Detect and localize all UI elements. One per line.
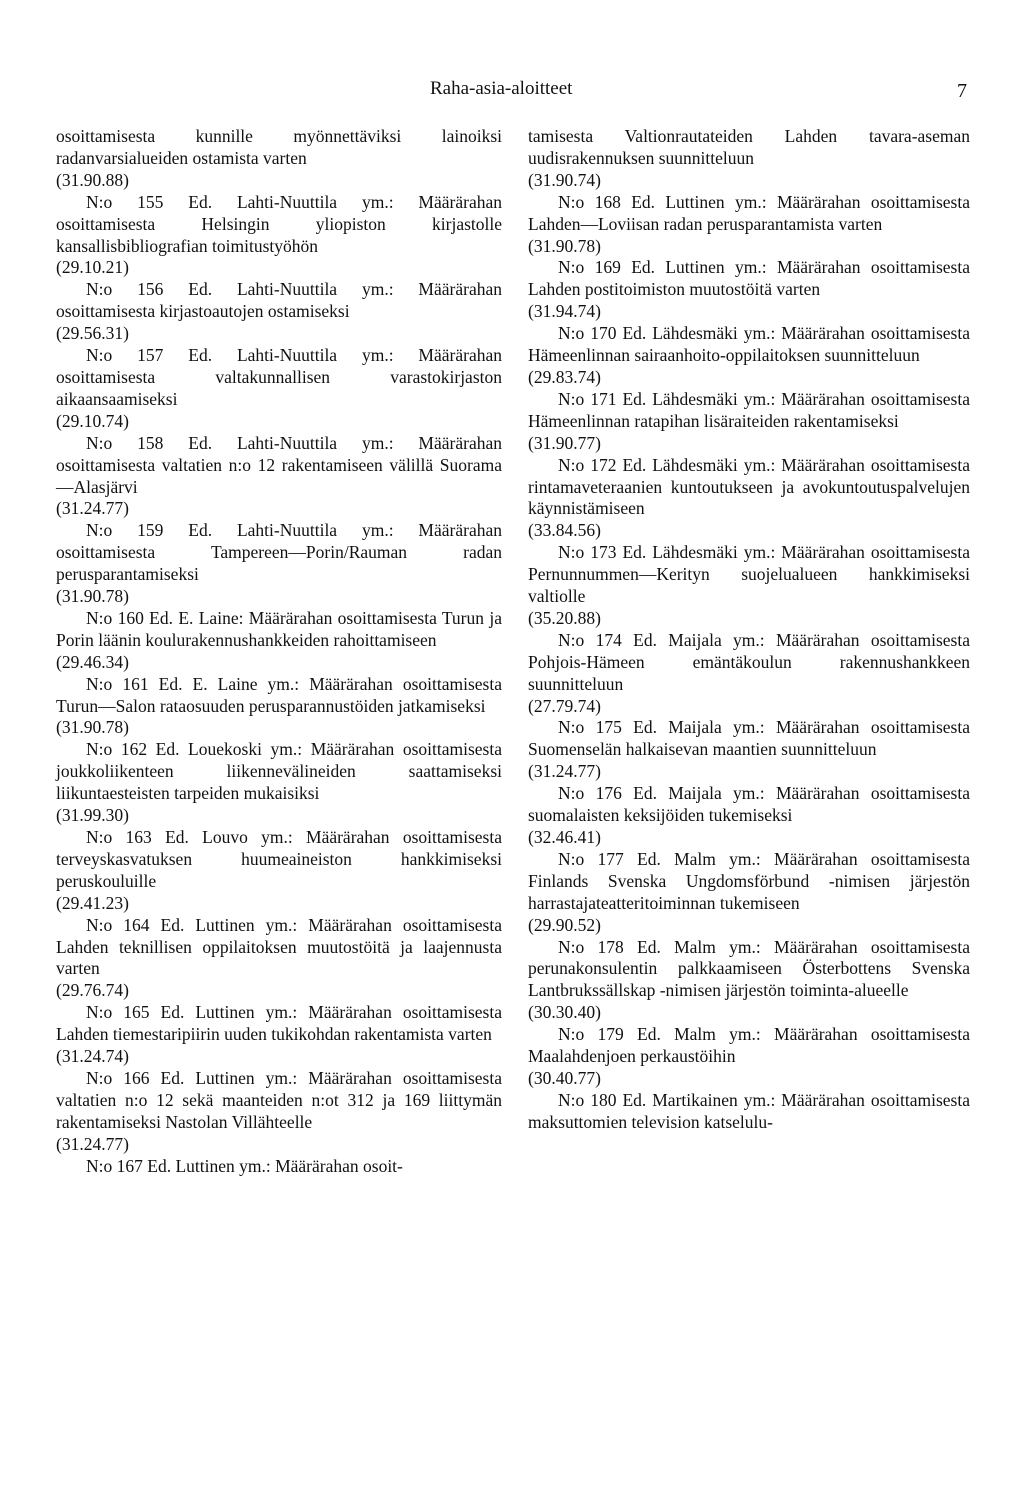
budget-code: (29.41.23) xyxy=(56,892,129,913)
budget-code: (31.24.77) xyxy=(528,761,601,782)
budget-code: (29.76.74) xyxy=(56,980,129,1001)
budget-code: (31.94.74) xyxy=(528,301,601,322)
motion-entry: N:o 180 Ed. Martikainen ym.: Määrärahan osoittamisesta maksuttomien television katselulu- xyxy=(528,1089,970,1132)
budget-code: (29.46.34) xyxy=(56,651,129,672)
budget-code: (32.46.41) xyxy=(528,827,601,847)
motion-entry: N:o 155 Ed. Lahti-Nuuttila ym.: Määrärahan osoittamisesta Helsingin yliopiston kirjastolle kansallisbibliografian toimitustyöhön xyxy=(56,191,502,256)
motion-entry: N:o 165 Ed. Luttinen ym.: Määrärahan osoittamisesta Lahden tiemestaripiirin uuden tukikohdan rakentamista varten xyxy=(56,1002,502,1045)
running-title: Raha-asia-aloitteet xyxy=(430,78,573,99)
right-column xyxy=(528,126,970,1134)
budget-code: (31.90.78) xyxy=(56,586,129,607)
motion-entry: N:o 162 Ed. Louekoski ym.: Määrärahan osoittamisesta joukkoliikenteen liikennevälineiden saattamiseksi liikuntaesteisten tarpeiden mukaisiksi xyxy=(56,739,502,804)
motion-entry: N:o 172 Ed. Lähdesmäki ym.: Määrärahan osoittamisesta rintamaveteraanien kuntoutukseen ja avokuntoutuspalvelujen käynnistämiseen xyxy=(528,454,970,519)
motion-entry: N:o 163 Ed. Louvo ym.: Määrärahan osoittamisesta terveyskasvatuksen huumeaineiston hankkimiseksi peruskouluille xyxy=(56,827,502,891)
continued-text: osoittamisesta kunnille myönnettäviksi lainoiksi radanvarsialueiden ostamista varten xyxy=(56,126,502,168)
budget-code: (29.90.52) xyxy=(528,914,601,935)
budget-code: (30.40.77) xyxy=(528,1067,601,1088)
running-header xyxy=(0,78,1024,108)
budget-code: (29.10.21) xyxy=(56,257,129,278)
motion-entry: N:o 166 Ed. Luttinen ym.: Määrärahan osoittamisesta valtatien n:o 12 sekä maanteiden n:ot 312 ja 169 liittymän rakentamiseksi Nastolan Villähteelle xyxy=(56,1067,502,1132)
budget-code: (31.24.74) xyxy=(56,1046,129,1067)
budget-code: (31.90.77) xyxy=(528,432,601,453)
motion-entry: N:o 177 Ed. Malm ym.: Määrärahan osoittamisesta Finlands Svenska Ungdomsförbund -nimisen järjestön harrastajateatteritoiminnan tukemiseen xyxy=(528,848,970,913)
motion-entry: N:o 176 Ed. Maijala ym.: Määrärahan osoittamisesta suomalaisten keksijöiden tukemiseksi xyxy=(528,783,970,826)
budget-code: (35.20.88) xyxy=(528,607,601,628)
motion-entry: N:o 160 Ed. E. Laine: Määrärahan osoittamisesta Turun ja Porin läänin koulurakennushankkeiden rahoittamiseen xyxy=(56,607,502,650)
motion-entry: N:o 179 Ed. Malm ym.: Määrärahan osoittamisesta Maalahdenjoen perkaustöihin xyxy=(528,1024,970,1067)
motion-entry: N:o 169 Ed. Luttinen ym.: Määrärahan osoittamisesta Lahden postitoimiston muutostöitä varten xyxy=(528,257,970,300)
budget-code: (29.10.74) xyxy=(56,410,129,431)
motion-entry: N:o 167 Ed. Luttinen ym.: Määrärahan osoit- xyxy=(86,1155,403,1176)
motion-entry: N:o 158 Ed. Lahti-Nuuttila ym.: Määrärahan osoittamisesta valtatien n:o 12 rakentamiseen välillä Suorama—Alasjärvi xyxy=(56,432,502,497)
budget-code: (31.24.77) xyxy=(56,1133,129,1154)
budget-code: (31.90.78) xyxy=(56,717,129,738)
motion-entry: N:o 156 Ed. Lahti-Nuuttila ym.: Määrärahan osoittamisesta kirjastoautojen ostamiseksi xyxy=(56,279,502,322)
budget-code: (30.30.40) xyxy=(528,1002,601,1023)
page-number: 7 xyxy=(957,80,967,102)
budget-code: (31.90.88) xyxy=(56,169,129,190)
motion-entry: N:o 173 Ed. Lähdesmäki ym.: Määrärahan osoittamisesta Pernunnummen—Kerityn suojelualueen hankkimiseksi valtiolle xyxy=(528,542,970,607)
motion-entry: N:o 171 Ed. Lähdesmäki ym.: Määrärahan osoittamisesta Hämeenlinnan ratapihan lisäraiteiden rakentamiseksi xyxy=(528,388,970,431)
motion-entry: N:o 159 Ed. Lahti-Nuuttila ym.: Määrärahan osoittamisesta Tampereen—Porin/Rauman radan perusparantamiseksi xyxy=(56,520,502,585)
budget-code: (31.99.30) xyxy=(56,805,129,826)
motion-entry: N:o 170 Ed. Lähdesmäki ym.: Määrärahan osoittamisesta Hämeenlinnan sairaanhoito-oppilaitoksen suunnitteluun xyxy=(528,323,970,366)
motion-entry: N:o 175 Ed. Maijala ym.: Määrärahan osoittamisesta Suomenselän halkaisevan maantien suunnitteluun xyxy=(528,717,970,760)
motion-entry: N:o 174 Ed. Maijala ym.: Määrärahan osoittamisesta Pohjois-Hämeen emäntäkoulun rakennushankkeen suunnitteluun xyxy=(528,629,970,694)
motion-entry: N:o 161 Ed. E. Laine ym.: Määrärahan osoittamisesta Turun—Salon rataosuuden perusparannustöiden jatkamiseksi xyxy=(56,673,502,716)
budget-code: (31.90.78) xyxy=(528,235,601,256)
budget-code: (31.90.74) xyxy=(528,169,601,190)
motion-entry: N:o 157 Ed. Lahti-Nuuttila ym.: Määrärahan osoittamisesta valtakunnallisen varastokirjaston aikaansaamiseksi xyxy=(56,345,502,409)
motion-entry: N:o 178 Ed. Malm ym.: Määrärahan osoittamisesta perunakonsulentin palkkaamiseen Österbottens Svenska Lantbrukssällskap -nimisen järjestön toiminta-alueelle xyxy=(528,936,970,1001)
budget-code: (29.56.31) xyxy=(56,323,129,344)
continued-text: tamisesta Valtionrautateiden Lahden tavara-aseman uudisrakennuksen suunnitteluun xyxy=(528,126,970,168)
budget-code: (27.79.74) xyxy=(528,695,601,716)
left-column xyxy=(56,126,502,1178)
budget-code: (31.24.77) xyxy=(56,498,129,519)
motion-entry: N:o 164 Ed. Luttinen ym.: Määrärahan osoittamisesta Lahden teknillisen oppilaitoksen muutostöitä ja laajennusta varten xyxy=(56,914,502,979)
motion-entry: N:o 168 Ed. Luttinen ym.: Määrärahan osoittamisesta Lahden—Loviisan radan perusparantamista varten xyxy=(528,191,970,234)
budget-code: (33.84.56) xyxy=(528,520,601,541)
budget-code: (29.83.74) xyxy=(528,366,601,387)
